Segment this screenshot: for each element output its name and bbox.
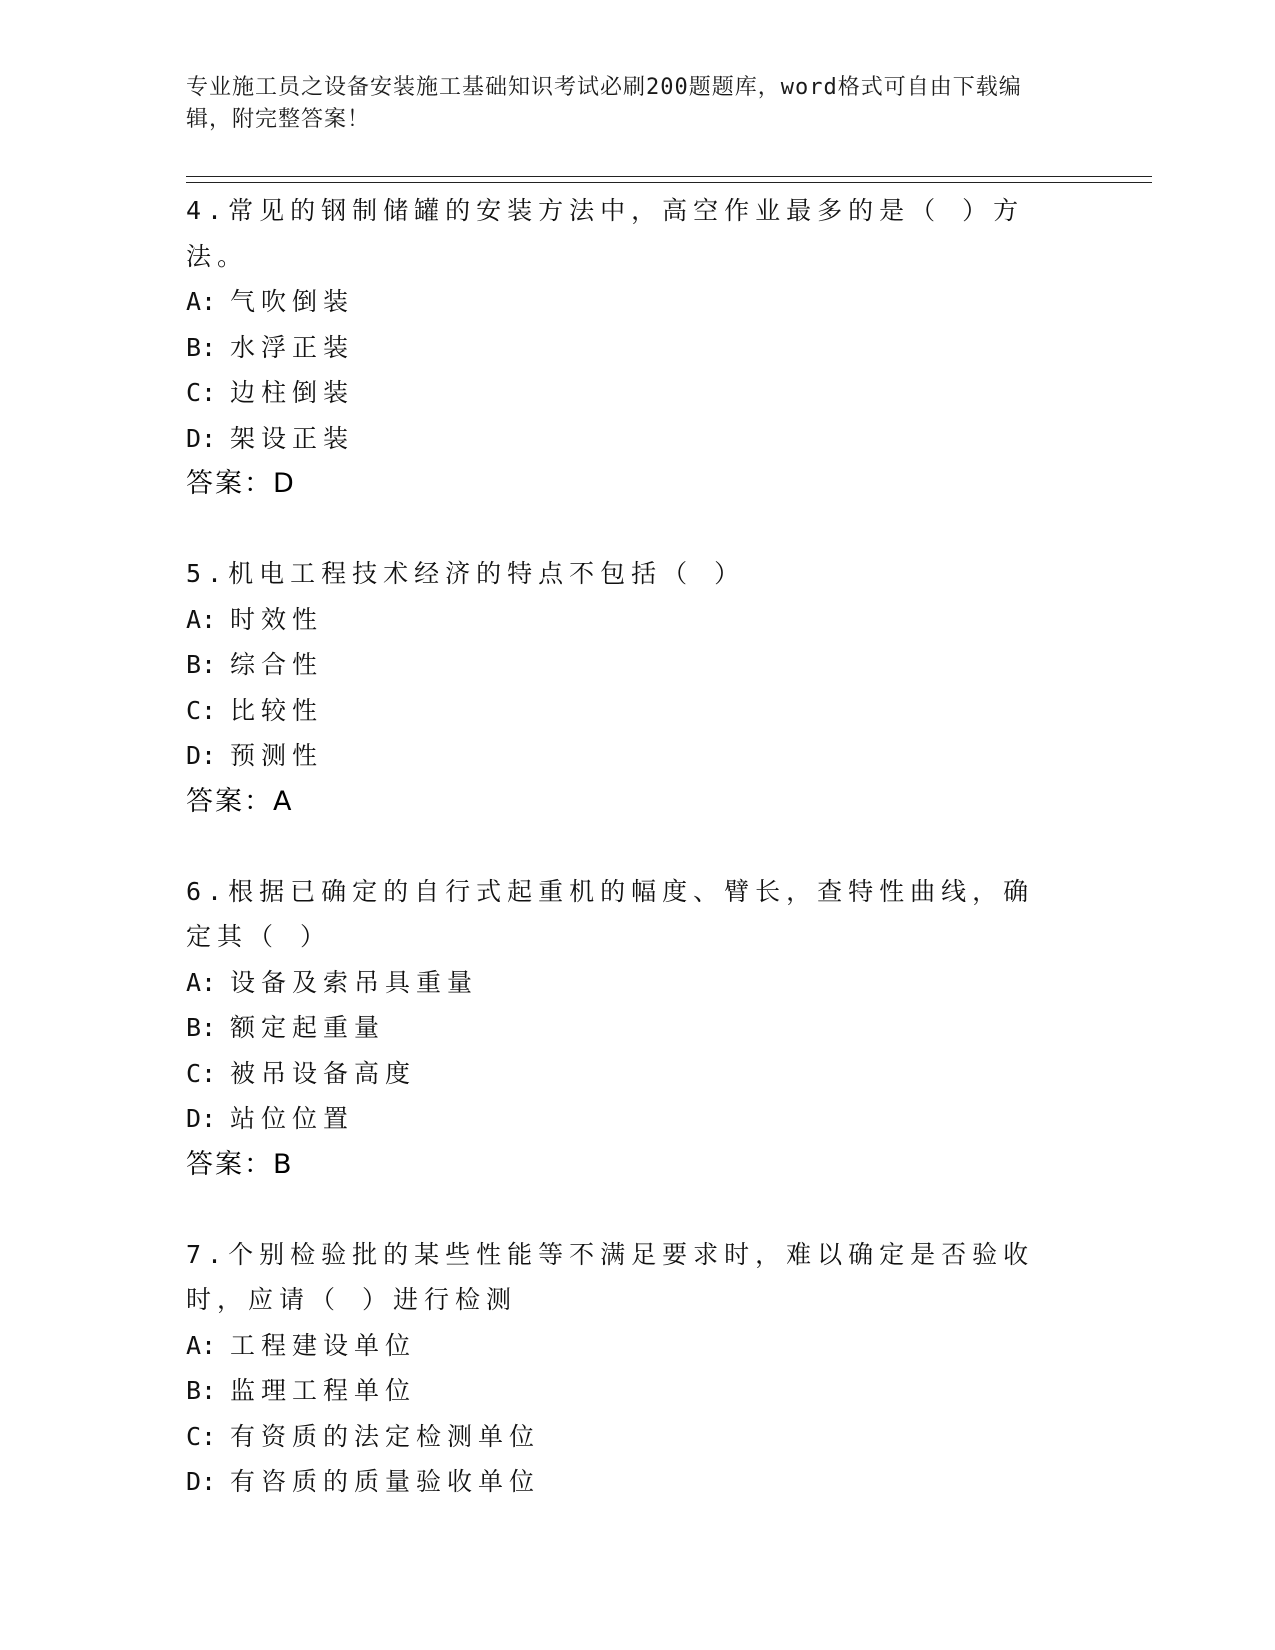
option-text: 架设正装 xyxy=(230,423,355,453)
option-c xyxy=(186,1414,1086,1460)
header-divider-bottom xyxy=(186,182,1152,183)
option-label: C: xyxy=(186,1421,217,1451)
option-c xyxy=(186,1051,1086,1097)
option-text: 有资质的法定检测单位 xyxy=(230,1421,541,1451)
question-item xyxy=(186,869,1086,1188)
option-label: C: xyxy=(186,695,217,725)
option-label: C: xyxy=(186,378,217,407)
option-c xyxy=(186,688,1086,734)
answer-line: 答案：A xyxy=(186,785,294,817)
document-header-title: 专业施工员之设备安装施工基础知识考试必刷200题题库，word格式可自由下载编辑，附完整答案！ xyxy=(186,75,1022,132)
option-a xyxy=(186,597,1086,643)
option-a xyxy=(186,279,1086,325)
header-divider-top xyxy=(186,176,1152,177)
option-text: 预测性 xyxy=(230,741,324,770)
option-d xyxy=(186,1459,1086,1505)
question-text: 5.机电工程技术经济的特点不包括（ ） xyxy=(186,559,746,588)
option-text: 监理工程单位 xyxy=(230,1376,417,1405)
option-label: B: xyxy=(186,1013,217,1042)
answer-line: 答案：B xyxy=(186,1148,294,1180)
option-text: 比较性 xyxy=(230,695,324,725)
option-b xyxy=(186,325,1086,371)
option-text: 被吊设备高度 xyxy=(230,1058,417,1088)
option-d xyxy=(186,1096,1086,1142)
option-label: A: xyxy=(186,604,217,634)
question-item xyxy=(186,1232,1086,1505)
option-label: A: xyxy=(186,1330,217,1360)
answer-line: 答案：D xyxy=(186,468,296,499)
question-item xyxy=(186,551,1086,825)
option-label: B: xyxy=(186,1376,217,1405)
option-d xyxy=(186,416,1086,462)
option-label: D: xyxy=(186,741,217,770)
option-label: A: xyxy=(186,287,217,316)
option-text: 工程建设单位 xyxy=(230,1330,417,1360)
option-text: 时效性 xyxy=(230,604,324,634)
option-label: D: xyxy=(186,423,217,453)
question-item xyxy=(186,188,1086,507)
option-text: 额定起重量 xyxy=(230,1013,386,1042)
option-b xyxy=(186,1005,1086,1051)
option-c xyxy=(186,370,1086,416)
question-text: 6.根据已确定的自行式起重机的幅度、臂长，查特性曲线，确定其（ ） xyxy=(186,876,1035,951)
option-text: 设备及索吊具重量 xyxy=(230,967,479,997)
option-text: 气吹倒装 xyxy=(230,287,355,316)
option-label: D: xyxy=(186,1467,217,1496)
option-label: D: xyxy=(186,1104,217,1133)
option-a xyxy=(186,1323,1086,1369)
option-text: 边柱倒装 xyxy=(230,378,355,407)
option-label: B: xyxy=(186,332,217,362)
question-text: 7.个别检验批的某些性能等不满足要求时，难以确定是否验收时，应请（ ）进行检测 xyxy=(186,1239,1035,1314)
option-d xyxy=(186,733,1086,779)
option-b xyxy=(186,642,1086,688)
option-text: 有咨质的质量验收单位 xyxy=(230,1467,541,1496)
option-b xyxy=(186,1368,1086,1414)
option-text: 水浮正装 xyxy=(230,332,355,362)
option-text: 站位位置 xyxy=(230,1104,355,1133)
option-label: A: xyxy=(186,967,217,997)
option-text: 综合性 xyxy=(230,650,324,679)
question-text: 4.常见的钢制储罐的安装方法中，高空作业最多的是（ ）方法。 xyxy=(186,196,1025,271)
question-list xyxy=(186,188,1086,1549)
option-a xyxy=(186,960,1086,1006)
option-label: B: xyxy=(186,650,217,679)
option-label: C: xyxy=(186,1058,217,1088)
